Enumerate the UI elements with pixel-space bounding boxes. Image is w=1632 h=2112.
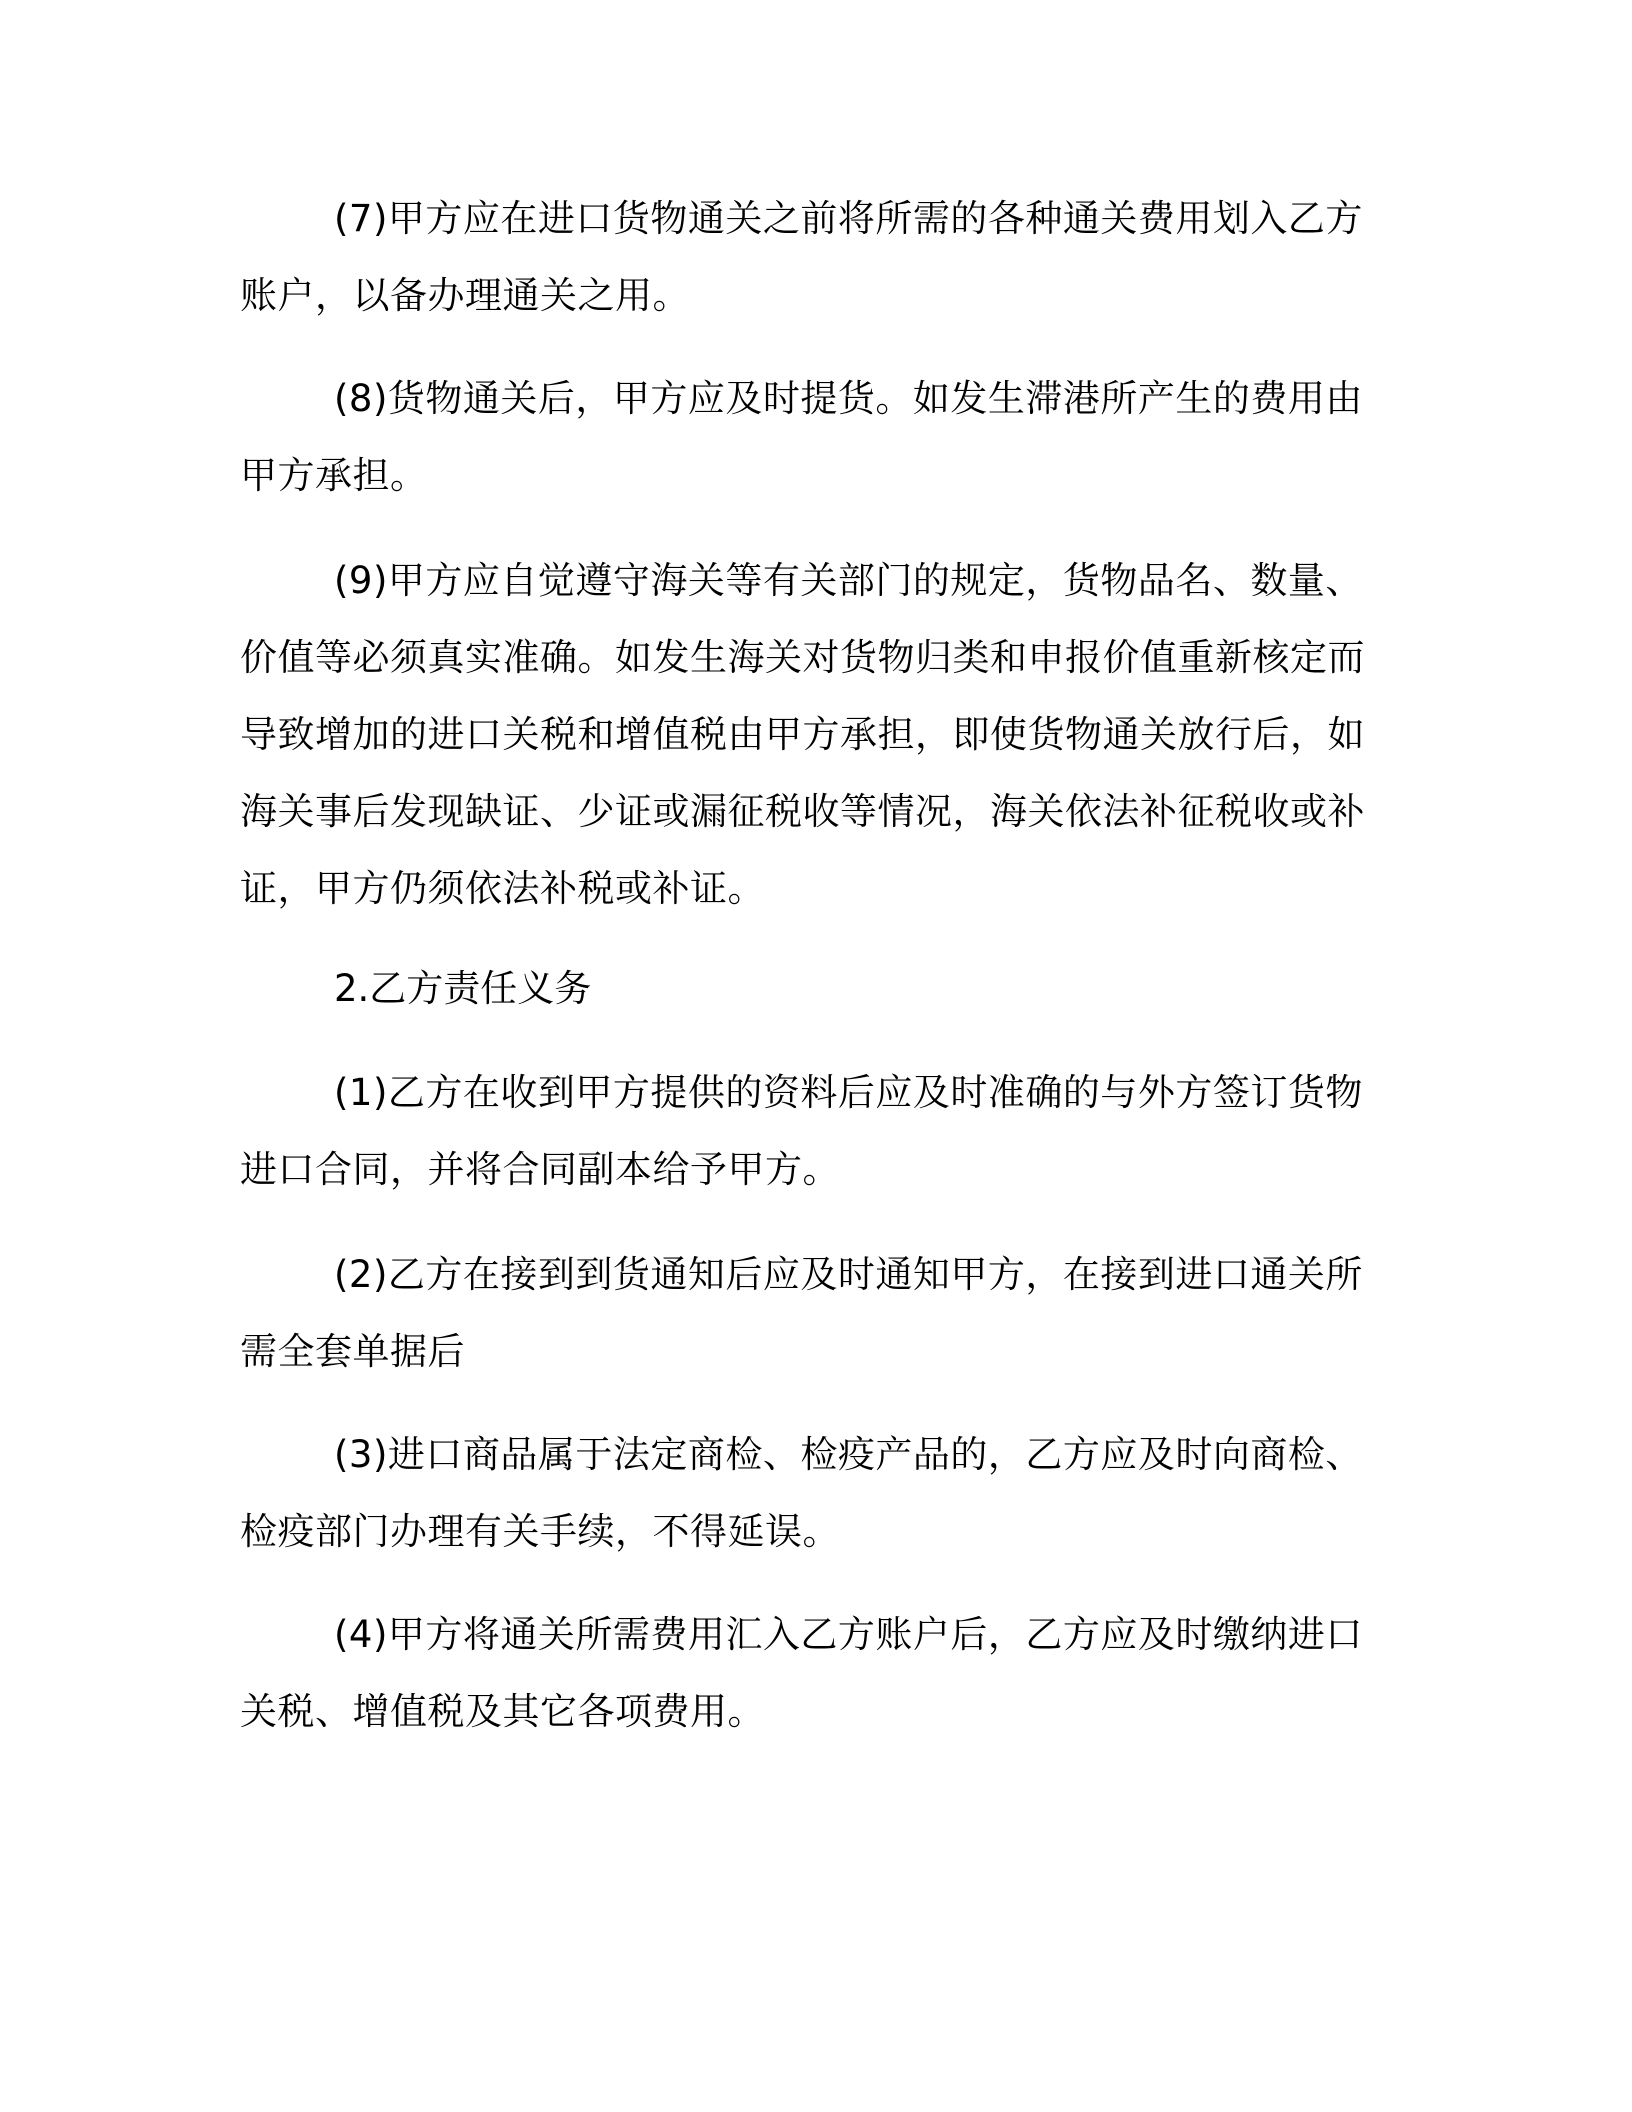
paragraph-item-8: (8)货物通关后，甲方应及时提货。如发生滞港所产生的费用由甲方承担。 — [240, 377, 1363, 497]
paragraph-item-9: (9)甲方应自觉遵守海关等有关部门的规定，货物品名、数量、价值等必须真实准确。如发生海关对货物归类和申报价值重新核定而导致增加的进口关税和增值税由甲方承担，即使货物通关放行后，如海关事后发现缺证、少证或漏征税收等情况，海关依法补征税收或补证，甲方仍须依法补税或补证。 — [240, 559, 1365, 910]
section-heading: 2.乙方责任义务 — [334, 967, 592, 1010]
paragraph-item-3: (3)进口商品属于法定商检、检疫产品的，乙方应及时向商检、检疫部门办理有关手续，不得延误。 — [240, 1433, 1363, 1553]
paragraph-item-7: (7)甲方应在进口货物通关之前将所需的各种通关费用划入乙方账户，以备办理通关之用。 — [240, 197, 1363, 317]
paragraph-item-1: (1)乙方在收到甲方提供的资料后应及时准确的与外方签订货物进口合同，并将合同副本给予甲方。 — [240, 1071, 1363, 1191]
paragraph-item-4: (4)甲方将通关所需费用汇入乙方账户后，乙方应及时缴纳进口关税、增值税及其它各项费用。 — [240, 1613, 1363, 1733]
paragraph-item-2: (2)乙方在接到到货通知后应及时通知甲方，在接到进口通关所需全套单据后 — [240, 1253, 1363, 1373]
